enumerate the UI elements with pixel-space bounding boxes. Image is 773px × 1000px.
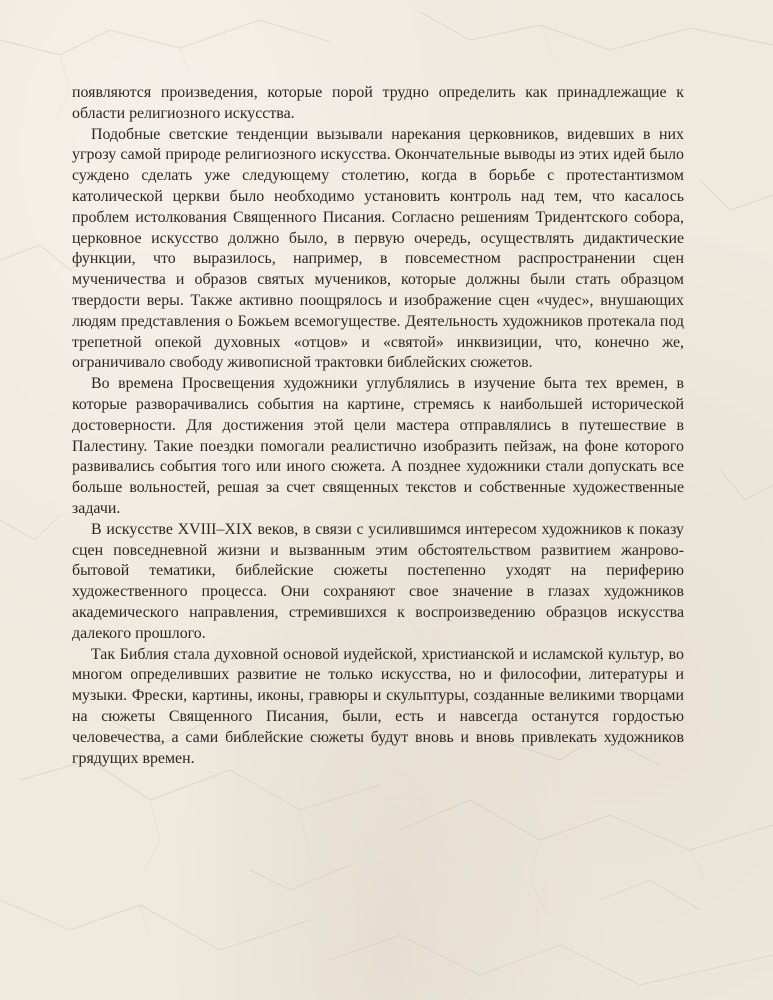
- paragraph-2: Подобные светские тенденции вызывали нарекания церковников, видевших в них угрозу самой природе религиозного искусства. Окончательные выводы из этих идей было суждено сделать уже следующему столетию, когда в борьбе с протестантизмом католической церкви было необходимо установить контроль над тем, что касалось проблем истолкования Священного Писания. Согласно решениям Тридентского собора, церковное искусство должно было, в первую очередь, осуществлять дидактические функции, что выразилось, например, в повсеместном распространении сцен мученичества и образов святых мучеников, которые должны были стать образцом твердости веры. Также активно поощрялось и изображение сцен «чудес», внушающих людям представления о Божьем всемогуществе. Деятельность художников протекала под трепетной опекой духовных «отцов» и «святой» инквизиции, что, конечно же, ограничивало свободу живописной трактовки библейских сюжетов.: [72, 125, 684, 372]
- paragraph-5: Так Библия стала духовной основой иудейской, христианской и исламской культур, во многом определивших развитие не только искусства, но и философии, литературы и музыки. Фрески, картины, иконы, гравюры и скульптуры, созданные великими творцами на сюжеты Священного Писания, были, есть и навсегда останутся гордостью человечества, а сами библейские сюжеты будут вновь и вновь привлекать художников грядущих времен.: [72, 645, 684, 767]
- paragraph-4: В искусстве XVIII–XIX веков, в связи с усилившимся интересом художников к показу сцен повседневной жизни и вызванным этим обстоятельством развитием жанрово-бытовой тематики, библейские сюжеты постепенно уходят на периферию художественного процесса. Они сохраняют свое значение в глазах художников академического направления, стремившихся к воспроизведению образцов искусства далекого прошлого.: [72, 520, 684, 642]
- paragraph-1: появляются произведения, которые порой трудно определить как принадлежащие к области религиозного искусства.: [72, 84, 684, 122]
- paragraph-3: Во времена Просвещения художники углублялись в изучение быта тех времен, в которые разворачивались события на картине, стремясь к наибольшей исторической достоверности. Для достижения этой цели мастера отправлялись в путешествие в Палестину. Такие поездки помогали реалистично изобразить пейзаж, на фоне которого развивались события того или иного сюжета. А позднее художники стали допускать все больше вольностей, решая за счет священных текстов и собственные художественные задачи.: [72, 375, 684, 517]
- article-text: [72, 83, 684, 769]
